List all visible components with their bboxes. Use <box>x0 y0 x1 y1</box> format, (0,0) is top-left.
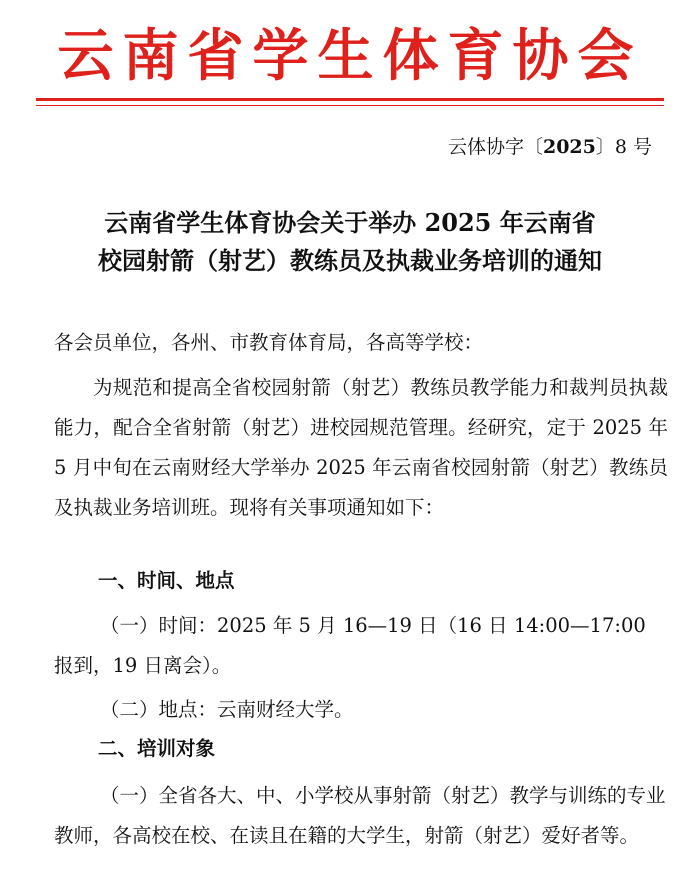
document-title <box>0 204 700 280</box>
intro-paragraph: 为规范和提高全省校园射箭（射艺）教练员教学能力和裁判员执裁能力，配合全省射箭（射艺）进校园规范管理。经研究，定于 2025 年 5 月中旬在云南财经大学举办 2025 年云南省校园射箭（射艺）教练员及执裁业务培训班。现将有关事项通知如下： <box>54 376 668 519</box>
section-heading-time-place: 一、时间、地点 <box>98 569 235 592</box>
section-heading-trainees: 二、培训对象 <box>98 737 216 760</box>
doc-number-year: 2025 <box>542 136 596 158</box>
salutation: 各会员单位，各州、市教育体育局，各高等学校： <box>54 331 484 354</box>
section-item-trainees: （一）全省各大、中、小学校从事射箭（射艺）教学与训练的专业教师，各高校在校、在读且在籍的大学生，射箭（射艺）爱好者等。 <box>54 784 666 847</box>
doc-number-prefix: 云体协字〔 <box>447 136 543 158</box>
section-item-place: （二）地点：云南财经大学。 <box>100 698 354 721</box>
letterhead-organization: 云南省学生体育协会 <box>57 24 643 89</box>
title-line-2: 校园射箭（射艺）教练员及执裁业务培训的通知 <box>98 246 602 275</box>
title-line-1: 云南省学生体育协会关于举办 2025 年云南省 <box>104 208 596 237</box>
document-number <box>448 134 652 160</box>
section-item-time: （一）时间：2025 年 5 月 16—19 日（16 日 14:00—17:00 报到，19 日离会）。 <box>54 614 646 677</box>
letterhead-rule-thin <box>36 105 664 106</box>
letterhead-rule-thick <box>36 98 664 101</box>
doc-number-suffix: 〕8 号 <box>595 136 652 158</box>
